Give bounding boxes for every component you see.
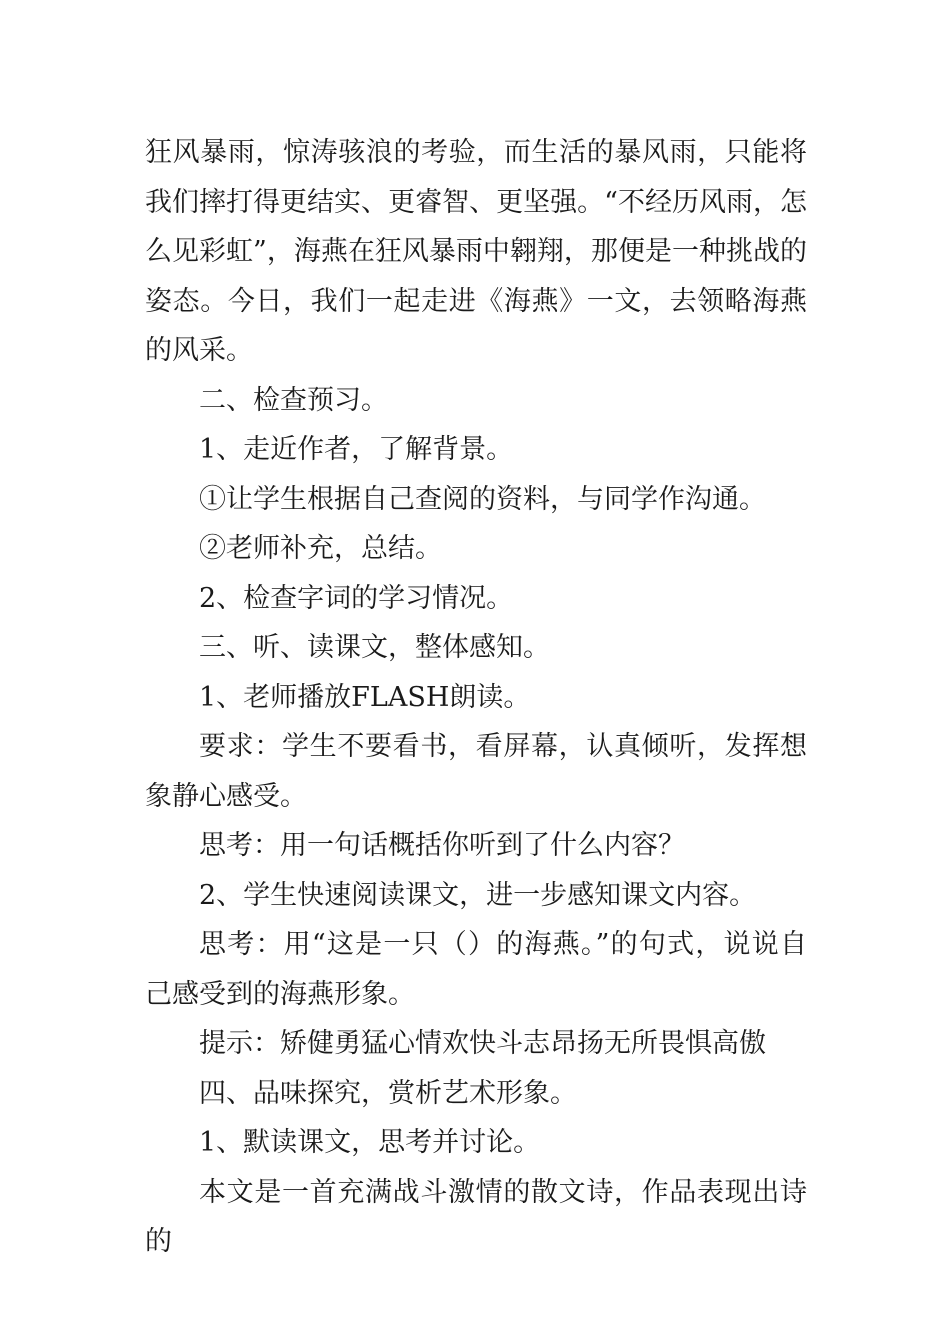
paragraph-requirement: 要求：学生不要看书，看屏幕，认真倾听，发挥想象静心感受。 xyxy=(145,731,807,812)
paragraph-item: 2、检查字词的学习情况。 xyxy=(199,582,514,614)
paragraph-item: 1、走近作者，了解背景。 xyxy=(199,434,514,465)
paragraph-hint: 提示：矫健勇猛心情欢快斗志昂扬无所畏惧高傲 xyxy=(199,1028,766,1059)
paragraph-item: ②老师补充，总结。 xyxy=(199,533,442,564)
paragraph-item: 2、学生快速阅读课文，进一步感知课文内容。 xyxy=(199,879,757,911)
paragraph-section-2-heading: 二、检查预习。 xyxy=(199,384,388,416)
paragraph-analysis: 本文是一首充满战斗激情的散文诗，作品表现出诗的 xyxy=(145,1176,807,1257)
paragraph-item: 1、默读课文，思考并讨论。 xyxy=(199,1127,541,1158)
paragraph-section-4-heading: 四、品味探究，赏析艺术形象。 xyxy=(199,1077,577,1109)
body-text xyxy=(145,128,807,1267)
paragraph-section-3-heading: 三、听、读课文，整体感知。 xyxy=(199,632,550,663)
paragraph-intro: 狂风暴雨，惊涛骇浪的考验，而生活的暴风雨，只能将我们摔打得更结实、更睿智、更坚强。“不经历风雨，怎么见彩虹”，海燕在狂风暴雨中翱翔，那便是一种挑战的姿态。今日，我们一起走进《海燕》一文，去领略海燕的风采。 xyxy=(145,137,807,366)
paragraph-question: 思考：用一句话概括你听到了什么内容？ xyxy=(199,830,685,861)
paragraph-question: 思考：用“这是一只（）的海燕。”的句式，说说自己感受到的海燕形象。 xyxy=(145,929,807,1010)
paragraph-item: ①让学生根据自己查阅的资料，与同学作沟通。 xyxy=(199,483,766,515)
paragraph-item: 1、老师播放FLASH朗读。 xyxy=(199,681,531,713)
